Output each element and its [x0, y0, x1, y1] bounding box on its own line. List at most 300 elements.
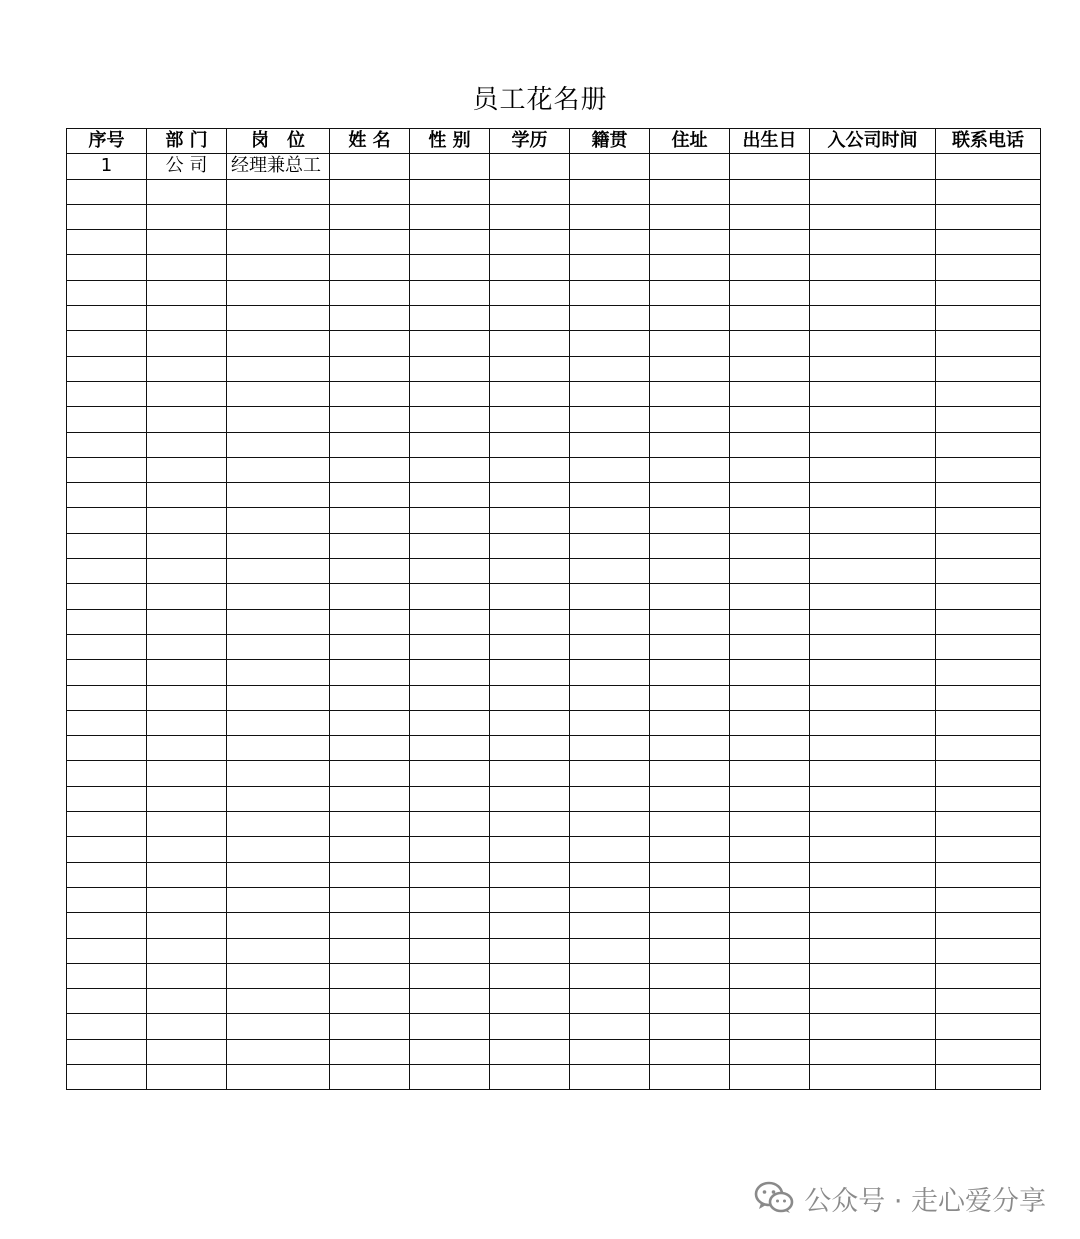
cell-position [227, 533, 330, 558]
cell-name [330, 710, 410, 735]
cell-education [490, 331, 570, 356]
cell-education [490, 913, 570, 938]
cell-birthday [730, 685, 810, 710]
cell-join-date [810, 862, 936, 887]
cell-birthday [730, 837, 810, 862]
table-row [67, 584, 1041, 609]
cell-address [650, 938, 730, 963]
cell-birthday [730, 432, 810, 457]
cell-gender [410, 736, 490, 761]
cell-department [147, 913, 227, 938]
cell-address [650, 685, 730, 710]
cell-name [330, 862, 410, 887]
cell-name [330, 1064, 410, 1089]
cell-index [67, 584, 147, 609]
table-row [67, 306, 1041, 331]
table-row [67, 862, 1041, 887]
cell-position [227, 407, 330, 432]
cell-native-place [570, 989, 650, 1014]
cell-native-place [570, 862, 650, 887]
cell-join-date [810, 255, 936, 280]
cell-birthday [730, 938, 810, 963]
cell-name [330, 786, 410, 811]
cell-education [490, 584, 570, 609]
employee-roster-table [66, 128, 1041, 1090]
cell-native-place [570, 331, 650, 356]
cell-phone [936, 1064, 1041, 1089]
cell-native-place [570, 280, 650, 305]
cell-education [490, 533, 570, 558]
cell-education [490, 837, 570, 862]
cell-department [147, 356, 227, 381]
cell-index [67, 812, 147, 837]
cell-gender [410, 179, 490, 204]
cell-index [67, 938, 147, 963]
cell-join-date [810, 331, 936, 356]
cell-address [650, 1064, 730, 1089]
cell-phone [936, 989, 1041, 1014]
cell-position [227, 381, 330, 406]
cell-education [490, 179, 570, 204]
cell-birthday [730, 255, 810, 280]
cell-join-date [810, 356, 936, 381]
cell-birthday [730, 356, 810, 381]
cell-address [650, 736, 730, 761]
cell-address [650, 154, 730, 179]
cell-name [330, 685, 410, 710]
cell-address [650, 533, 730, 558]
cell-native-place [570, 837, 650, 862]
cell-name [330, 559, 410, 584]
cell-department [147, 761, 227, 786]
cell-position [227, 559, 330, 584]
cell-join-date [810, 533, 936, 558]
col-header-education: 学历 [490, 129, 570, 154]
table-row [67, 887, 1041, 912]
cell-department [147, 407, 227, 432]
cell-name [330, 457, 410, 482]
cell-address [650, 634, 730, 659]
cell-name [330, 533, 410, 558]
cell-address [650, 432, 730, 457]
cell-join-date [810, 1014, 936, 1039]
cell-gender [410, 761, 490, 786]
cell-phone [936, 533, 1041, 558]
table-row [67, 508, 1041, 533]
cell-join-date [810, 559, 936, 584]
cell-join-date [810, 584, 936, 609]
cell-name [330, 356, 410, 381]
table-row [67, 989, 1041, 1014]
cell-phone [936, 786, 1041, 811]
cell-gender [410, 887, 490, 912]
cell-position [227, 1039, 330, 1064]
cell-education [490, 963, 570, 988]
cell-department [147, 609, 227, 634]
cell-phone [936, 710, 1041, 735]
cell-index [67, 483, 147, 508]
cell-name [330, 1014, 410, 1039]
cell-birthday [730, 963, 810, 988]
cell-birthday [730, 381, 810, 406]
cell-index [67, 179, 147, 204]
table-row [67, 483, 1041, 508]
cell-phone [936, 306, 1041, 331]
cell-native-place [570, 457, 650, 482]
cell-join-date [810, 1064, 936, 1089]
cell-join-date [810, 508, 936, 533]
cell-education [490, 887, 570, 912]
cell-department [147, 280, 227, 305]
cell-address [650, 609, 730, 634]
cell-phone [936, 660, 1041, 685]
cell-position [227, 736, 330, 761]
cell-native-place [570, 432, 650, 457]
cell-gender [410, 862, 490, 887]
cell-index [67, 634, 147, 659]
cell-education [490, 938, 570, 963]
cell-birthday [730, 609, 810, 634]
cell-education [490, 457, 570, 482]
cell-department [147, 710, 227, 735]
cell-name [330, 483, 410, 508]
cell-address [650, 331, 730, 356]
cell-education [490, 204, 570, 229]
cell-department [147, 989, 227, 1014]
cell-native-place [570, 483, 650, 508]
cell-address [650, 559, 730, 584]
cell-department [147, 331, 227, 356]
cell-native-place [570, 963, 650, 988]
cell-birthday [730, 533, 810, 558]
wechat-icon [754, 1181, 794, 1215]
cell-birthday [730, 559, 810, 584]
cell-index [67, 862, 147, 887]
cell-position [227, 660, 330, 685]
cell-department [147, 736, 227, 761]
cell-position [227, 255, 330, 280]
cell-department [147, 230, 227, 255]
cell-address [650, 963, 730, 988]
table-row [67, 432, 1041, 457]
cell-address [650, 179, 730, 204]
cell-address [650, 407, 730, 432]
cell-join-date [810, 938, 936, 963]
cell-name [330, 179, 410, 204]
cell-phone [936, 179, 1041, 204]
cell-index [67, 887, 147, 912]
cell-phone [936, 938, 1041, 963]
cell-join-date [810, 154, 936, 179]
table-row [67, 938, 1041, 963]
table-row [67, 280, 1041, 305]
cell-position [227, 887, 330, 912]
cell-position [227, 938, 330, 963]
cell-join-date [810, 204, 936, 229]
cell-education [490, 786, 570, 811]
table-row [67, 179, 1041, 204]
cell-department [147, 306, 227, 331]
cell-index [67, 457, 147, 482]
cell-native-place [570, 685, 650, 710]
table-row [67, 457, 1041, 482]
cell-phone [936, 812, 1041, 837]
cell-native-place [570, 533, 650, 558]
cell-position [227, 761, 330, 786]
table-row [67, 963, 1041, 988]
cell-phone [936, 204, 1041, 229]
cell-native-place [570, 710, 650, 735]
cell-phone [936, 154, 1041, 179]
cell-education [490, 1014, 570, 1039]
cell-position: 经理兼总工 [227, 154, 330, 179]
table-row [67, 204, 1041, 229]
cell-join-date [810, 685, 936, 710]
cell-department [147, 483, 227, 508]
cell-join-date [810, 710, 936, 735]
cell-position [227, 179, 330, 204]
table-row [67, 381, 1041, 406]
cell-position [227, 1014, 330, 1039]
cell-name [330, 255, 410, 280]
cell-address [650, 1014, 730, 1039]
table-row [67, 356, 1041, 381]
table-row [67, 609, 1041, 634]
col-header-index: 序号 [67, 129, 147, 154]
cell-gender [410, 154, 490, 179]
cell-position [227, 230, 330, 255]
cell-index [67, 559, 147, 584]
cell-native-place [570, 609, 650, 634]
cell-name [330, 280, 410, 305]
cell-gender [410, 1014, 490, 1039]
cell-phone [936, 584, 1041, 609]
cell-name [330, 887, 410, 912]
cell-index [67, 306, 147, 331]
cell-gender [410, 356, 490, 381]
cell-phone [936, 483, 1041, 508]
col-header-department: 部 门 [147, 129, 227, 154]
cell-join-date [810, 660, 936, 685]
cell-index [67, 230, 147, 255]
cell-address [650, 280, 730, 305]
cell-birthday [730, 660, 810, 685]
col-header-gender: 性 别 [410, 129, 490, 154]
cell-gender [410, 559, 490, 584]
cell-position [227, 963, 330, 988]
cell-position [227, 432, 330, 457]
cell-index [67, 255, 147, 280]
cell-native-place [570, 204, 650, 229]
cell-department [147, 786, 227, 811]
cell-gender [410, 913, 490, 938]
cell-gender [410, 685, 490, 710]
cell-join-date [810, 609, 936, 634]
cell-gender [410, 407, 490, 432]
cell-join-date [810, 786, 936, 811]
cell-native-place [570, 230, 650, 255]
cell-gender [410, 786, 490, 811]
cell-name [330, 154, 410, 179]
cell-index [67, 1014, 147, 1039]
cell-native-place [570, 179, 650, 204]
cell-department [147, 584, 227, 609]
col-header-join-date: 入公司时间 [810, 129, 936, 154]
cell-gender [410, 609, 490, 634]
page-title: 员工花名册 [472, 85, 608, 115]
cell-native-place [570, 508, 650, 533]
cell-position [227, 609, 330, 634]
cell-index [67, 1039, 147, 1064]
cell-education [490, 255, 570, 280]
cell-education [490, 609, 570, 634]
cell-index [67, 280, 147, 305]
cell-address [650, 913, 730, 938]
table-row [67, 407, 1041, 432]
cell-department [147, 812, 227, 837]
cell-education [490, 559, 570, 584]
cell-department [147, 887, 227, 912]
cell-department [147, 634, 227, 659]
cell-name [330, 736, 410, 761]
table-row [67, 1039, 1041, 1064]
cell-department [147, 255, 227, 280]
cell-birthday [730, 989, 810, 1014]
cell-address [650, 710, 730, 735]
cell-name [330, 331, 410, 356]
cell-phone [936, 634, 1041, 659]
cell-address [650, 660, 730, 685]
cell-name [330, 1039, 410, 1064]
cell-address [650, 457, 730, 482]
cell-name [330, 584, 410, 609]
table-row [67, 685, 1041, 710]
cell-position [227, 685, 330, 710]
cell-education [490, 634, 570, 659]
cell-birthday [730, 634, 810, 659]
cell-name [330, 508, 410, 533]
cell-join-date [810, 432, 936, 457]
cell-join-date [810, 306, 936, 331]
cell-join-date [810, 179, 936, 204]
cell-position [227, 989, 330, 1014]
cell-department [147, 1039, 227, 1064]
table-row [67, 761, 1041, 786]
cell-birthday [730, 1014, 810, 1039]
cell-index [67, 508, 147, 533]
cell-phone [936, 230, 1041, 255]
cell-birthday [730, 584, 810, 609]
cell-position [227, 483, 330, 508]
cell-native-place [570, 786, 650, 811]
cell-position [227, 306, 330, 331]
col-header-address: 住址 [650, 129, 730, 154]
cell-education [490, 1064, 570, 1089]
cell-address [650, 862, 730, 887]
cell-birthday [730, 710, 810, 735]
cell-gender [410, 710, 490, 735]
cell-native-place [570, 154, 650, 179]
cell-gender [410, 381, 490, 406]
cell-birthday [730, 887, 810, 912]
cell-gender [410, 508, 490, 533]
cell-name [330, 407, 410, 432]
cell-department [147, 381, 227, 406]
cell-phone [936, 559, 1041, 584]
cell-gender [410, 989, 490, 1014]
cell-phone [936, 1014, 1041, 1039]
table-body [67, 154, 1041, 1090]
cell-native-place [570, 736, 650, 761]
cell-phone [936, 837, 1041, 862]
cell-join-date [810, 280, 936, 305]
cell-native-place [570, 584, 650, 609]
table-row [67, 331, 1041, 356]
cell-gender [410, 457, 490, 482]
cell-index [67, 736, 147, 761]
table-header-row [67, 129, 1041, 154]
cell-index [67, 837, 147, 862]
cell-name [330, 963, 410, 988]
cell-index [67, 1064, 147, 1089]
cell-department [147, 862, 227, 887]
cell-address [650, 812, 730, 837]
cell-birthday [730, 508, 810, 533]
cell-position [227, 331, 330, 356]
cell-index [67, 432, 147, 457]
cell-education [490, 812, 570, 837]
cell-index [67, 356, 147, 381]
cell-join-date [810, 913, 936, 938]
cell-address [650, 230, 730, 255]
cell-gender [410, 533, 490, 558]
cell-name [330, 432, 410, 457]
cell-education [490, 306, 570, 331]
cell-gender [410, 837, 490, 862]
cell-phone [936, 685, 1041, 710]
cell-gender [410, 280, 490, 305]
cell-phone [936, 1039, 1041, 1064]
table-row [67, 812, 1041, 837]
cell-education [490, 432, 570, 457]
cell-birthday [730, 736, 810, 761]
cell-address [650, 837, 730, 862]
cell-index [67, 710, 147, 735]
cell-index [67, 786, 147, 811]
cell-native-place [570, 660, 650, 685]
cell-join-date [810, 230, 936, 255]
cell-department [147, 204, 227, 229]
cell-index [67, 989, 147, 1014]
cell-birthday [730, 230, 810, 255]
cell-department [147, 179, 227, 204]
cell-name [330, 660, 410, 685]
cell-phone [936, 381, 1041, 406]
cell-native-place [570, 938, 650, 963]
cell-position [227, 913, 330, 938]
cell-phone [936, 280, 1041, 305]
cell-birthday [730, 761, 810, 786]
cell-position [227, 280, 330, 305]
cell-gender [410, 812, 490, 837]
cell-native-place [570, 381, 650, 406]
cell-phone [936, 432, 1041, 457]
cell-index [67, 963, 147, 988]
cell-department [147, 685, 227, 710]
cell-education [490, 356, 570, 381]
cell-name [330, 609, 410, 634]
cell-birthday [730, 179, 810, 204]
